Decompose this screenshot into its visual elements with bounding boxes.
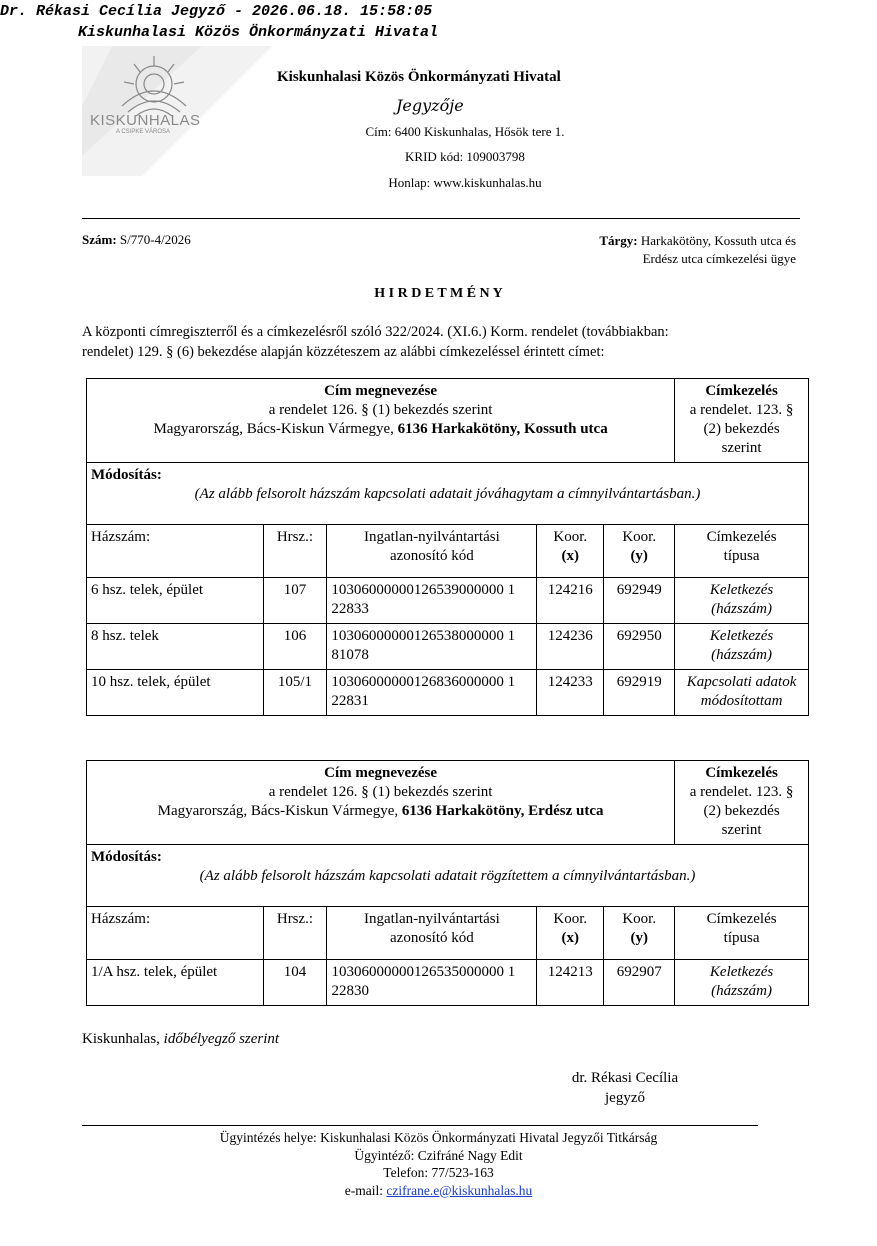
footer-clerk: Ügyintéző: Czifráné Nagy Edit [354,1147,523,1163]
email-link[interactable]: czifrane.e@kiskunhalas.hu [386,1182,533,1198]
cimkezeles-header-cell: Címkezelés a rendelet. 123. § (2) bekezdés szerint [675,761,809,845]
address-table-2 [86,760,809,1006]
modositas-cell: Módosítás: (Az alább felsorolt házszám kapcsolati adatait rögzítettem a címnyilvántartásban.) [87,845,809,907]
cim-header-cell: Cím megnevezése a rendelet 126. § (1) bekezdés szerint Magyarország, Bács-Kiskun Vármegye, 6136 Harkakötöny, Kossuth utca [87,379,675,463]
footer-divider [82,1125,758,1126]
cim-header-cell: Cím megnevezése a rendelet 126. § (1) bekezdés szerint Magyarország, Bács-Kiskun Vármegye, 6136 Harkakötöny, Erdész utca [87,761,675,845]
document-title: H I R D E T M É N Y [374,286,503,301]
header-divider [82,218,800,219]
office-address: Cím: 6400 Kiskunhalas, Hősök tere 1. [365,124,565,139]
signer-name: dr. Rékasi Cecília [571,1070,679,1086]
signer-role: jegyző [605,1090,645,1106]
logo-tagline: A CSIPKE VÁROSA [116,129,171,135]
footer-phone: Telefon: 77/523-163 [383,1165,494,1180]
reference-number: Szám: S/770-4/2026 [82,232,191,247]
signature-block [540,1068,710,1108]
footer-location: Ügyintézés helye: Kiskunhalasi Közös Önkormányzati Hivatal Jegyzői Titkárság [219,1130,658,1145]
address-table-1 [86,378,809,716]
place-date: Kiskunhalas, időbélyegző szerint [82,1031,280,1047]
stamp-office: Kiskunhalasi Közös Önkormányzati Hivatal [78,24,439,41]
table-row: 6 hsz. telek, épület 107 10306000000126539000000 1 22833 124216 692949 Keletkezés (házszám) [87,578,809,624]
modositas-cell: Módosítás: (Az alább felsorolt házszám kapcsolati adatait jóváhagytam a címnyilvántartásban.) [87,463,809,525]
logo-name: KISKUNHALAS [90,112,201,129]
intro-paragraph: A központi címregiszterről és a címkezelésről szóló 322/2024. (XI.6.) Korm. rendelet (továbbiakban: rendelet) 129. § (6) bekezdése alapján közzéteszem az alábbi címkezeléssel érintett címet: [82,324,669,360]
timestamp-stamp: Dr. Rékasi Cecília Jegyző - 2026.06.18. 15:58:05 [0,3,433,20]
org-name: Kiskunhalasi Közös Önkormányzati Hivatal [277,69,561,85]
table-row: 8 hsz. telek 106 10306000000126538000000 1 81078 124236 692950 Keletkezés (házszám) [87,624,809,670]
footer-contact: Ügyintézés helye: Kiskunhalasi Közös Önkormányzati Hivatal Jegyzői Titkárság Ügyintéző: Czifráné Nagy Edit Telefon: 77/523-163 e-mail: czifrane.e@kiskunhalas.hu [219,1130,658,1198]
cimkezeles-header-cell: Címkezelés a rendelet. 123. § (2) bekezdés szerint [675,379,809,463]
table-row: 1/A hsz. telek, épület 104 10306000000126535000000 1 22830 124213 692907 Keletkezés (házszám) [87,960,809,1006]
column-header-row: Házszám: Hrsz.: Ingatlan-nyilvántartási azonosító kód Koor. (x) Koor. (y) Címkezelés típusa [87,525,809,578]
krid-code: KRID kód: 109003798 [405,149,525,164]
website: Honlap: www.kiskunhalas.hu [388,175,542,190]
dept-name: Jegyzője [396,96,464,115]
table-row: 10 hsz. telek, épület 105/1 10306000000126836000000 1 22831 124233 692919 Kapcsolati adatok módosítottam [87,670,809,716]
subject: Tárgy: Harkakötöny, Kossuth utca és Erdész utca címkezelési ügye [599,233,796,266]
column-header-row: Házszám: Hrsz.: Ingatlan-nyilvántartási azonosító kód Koor. (x) Koor. (y) Címkezelés típusa [87,907,809,960]
